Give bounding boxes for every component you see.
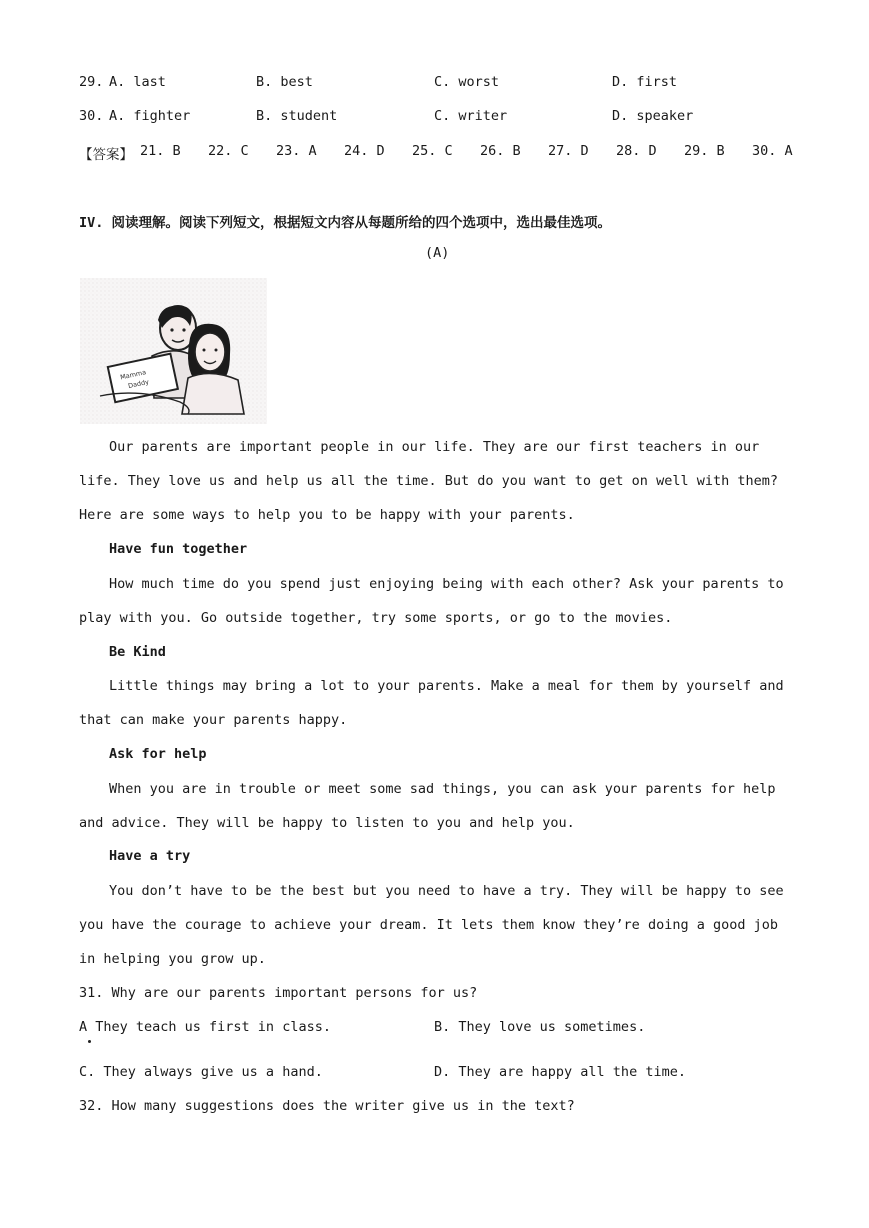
card-text-mamma: Mamma (119, 368, 147, 382)
passage-paragraph-4: You don’t have to be the best but you need to have a try. They will be happy to see you have the courage to achieve your dream. It lets them know they’re doing a good job in helping you grow up. (79, 883, 784, 968)
subheading-ask-for-help: Ask for help (109, 746, 207, 762)
q29-option-b: B. best (256, 74, 313, 90)
answer-key-item: 24. D (344, 143, 385, 159)
answer-key-item: 21. B (140, 143, 181, 159)
subheading-be-kind: Be Kind (109, 644, 166, 660)
subheading-have-fun: Have fun together (109, 541, 248, 557)
stray-dot (88, 1040, 91, 1043)
q30-option-c: C. writer (434, 108, 508, 124)
passage-paragraph-3: When you are in trouble or meet some sad things, you can ask your parents for help and advice. They will be happy to listen to you and help you. (79, 781, 776, 832)
answer-key-item: 22. C (208, 143, 249, 159)
q29-number: 29. (79, 74, 104, 90)
passage-paragraph-2: Little things may bring a lot to your parents. Make a meal for them by yourself and that can make your parents happy. (79, 678, 784, 729)
section-title: IV. 阅读理解。阅读下列短文，根据短文内容从每题所给的四个选项中，选出最佳选项。 (79, 215, 612, 231)
answer-key-item: 23. A (276, 143, 317, 159)
q29-option-c: C. worst (434, 74, 500, 90)
passage-paragraph-1: How much time do you spend just enjoying being with each other? Ask your parents to play with you. Go outside together, try some sports, or go to the movies. (79, 576, 784, 627)
q31-stem: 31. Why are our parents important persons for us? (79, 985, 478, 1001)
passage-label: (A) (425, 245, 450, 261)
q32-stem: 32. How many suggestions does the writer give us in the text? (79, 1098, 575, 1114)
passage-intro: Our parents are important people in our life. They are our first teachers in our life. They love us and help us all the time. But do you want to get on well with them? Here are some ways to help you to be happy with your parents. (79, 439, 778, 524)
q31-option-d: D. They are happy all the time. (434, 1064, 686, 1080)
parents-illustration (80, 278, 267, 424)
answer-key-item: 28. D (616, 143, 657, 159)
answer-key-item: 26. B (480, 143, 521, 159)
q30-option-a: A. fighter (109, 108, 191, 124)
answer-key-label: 【答案】 (79, 147, 133, 163)
q31-option-a: A They teach us first in class. (79, 1019, 331, 1035)
q31-option-b: B. They love us sometimes. (434, 1019, 646, 1035)
answer-key-item: 30. A (752, 143, 793, 159)
q30-option-b: B. student (256, 108, 338, 124)
q30-number: 30. (79, 108, 104, 124)
answer-key-item: 27. D (548, 143, 589, 159)
q29-option-d: D. first (612, 74, 678, 90)
answer-key-item: 25. C (412, 143, 453, 159)
card-text-daddy: Daddy (127, 377, 150, 391)
answer-key-item: 29. B (684, 143, 725, 159)
subheading-have-a-try: Have a try (109, 848, 191, 864)
q29-option-a: A. last (109, 74, 166, 90)
q31-option-c: C. They always give us a hand. (79, 1064, 323, 1080)
q30-option-d: D. speaker (612, 108, 694, 124)
